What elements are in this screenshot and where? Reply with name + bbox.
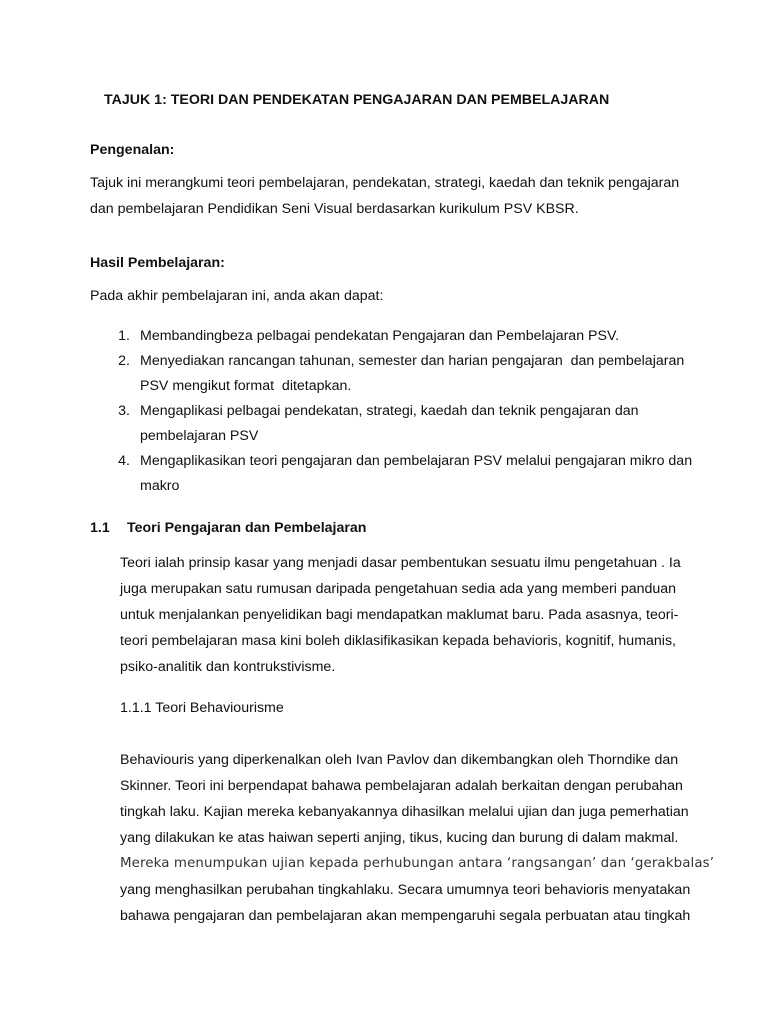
paragraph-line: Teori ialah prinsip kasar yang menjadi dasar pembentukan sesuatu ilmu pengetahuan . Ia [120,555,681,571]
intro-heading: Pengenalan: [90,142,175,158]
outcomes-list [108,324,708,499]
list-item-number: 3. [118,403,130,419]
paragraph-line: Behaviouris yang diperkenalkan oleh Ivan Pavlov dan dikembangkan oleh Thorndike dan [120,752,679,768]
document-title: TAJUK 1: TEORI DAN PENDEKATAN PENGAJARAN DAN PEMBELAJARAN [104,92,610,108]
list-item [108,399,708,449]
intro-line: dan pembelajaran Pendidikan Seni Visual berdasarkan kurikulum PSV KBSR. [90,201,579,217]
list-item-line: makro [140,478,180,494]
paragraph-line: juga merupakan satu rumusan daripada pengetahuan sedia ada yang memberi panduan [120,581,677,597]
intro-paragraph [90,170,679,222]
paragraph-line: tingkah laku. Kajian mereka kebanyakannya dihasilkan melalui ujian dan juga pemerhatian [120,804,689,820]
list-item-line: PSV mengikut format ditetapkan. [140,378,352,394]
list-item [108,324,708,349]
section-1-1-1-paragraph [120,747,714,929]
section-title: Teori Pengajaran dan Pembelajaran [127,520,367,536]
paragraph-line: psiko-analitik dan kontrukstivisme. [120,659,336,675]
list-item-line: Mengaplikasi pelbagai pendekatan, strategi, kaedah dan teknik pengajaran dan [140,403,639,419]
outcomes-heading: Hasil Pembelajaran: [90,255,225,271]
paragraph-line: teori pembelajaran masa kini boleh diklasifikasikan kepada behavioris, kognitif, humanis, [120,633,676,649]
section-1-1-heading [90,520,366,536]
section-1-1-paragraph [120,550,681,680]
paragraph-line: untuk menjalankan penyelidikan bagi mendapatkan maklumat baru. Pada asasnya, teori- [120,607,679,623]
list-item [108,449,708,499]
intro-line: Tajuk ini merangkumi teori pembelajaran, pendekatan, strategi, kaedah dan teknik pengajaran [90,175,680,191]
paragraph-line: Skinner. Teori ini berpendapat bahawa pembelajaran adalah berkaitan dengan perubahan [120,778,683,794]
section-1-1-1-heading: 1.1.1 Teori Behaviourisme [120,700,284,716]
section-number: 1.1 [90,520,110,536]
paragraph-line: yang menghasilkan perubahan tingkahlaku. Secara umumnya teori behavioris menyatakan [120,882,691,898]
outcomes-lead: Pada akhir pembelajaran ini, anda akan dapat: [90,288,384,304]
paragraph-line: bahawa pengajaran dan pembelajaran akan mempengaruhi segala perbuatan atau tingkah [120,908,691,924]
list-item-number: 2. [118,353,130,369]
list-item-line: Mengaplikasikan teori pengajaran dan pembelajaran PSV melalui pengajaran mikro dan [140,453,693,469]
list-item-line: pembelajaran PSV [140,428,259,444]
list-item [108,349,708,399]
list-item-line: Menyediakan rancangan tahunan, semester dan harian pengajaran dan pembelajaran [140,353,685,369]
list-item-number: 1. [118,328,130,344]
list-item-number: 4. [118,453,130,469]
paragraph-line: yang dilakukan ke atas haiwan seperti anjing, tikus, kucing dan burung di dalam makmal. [120,830,679,846]
paragraph-line: Mereka menumpukan ujian kepada perhubungan antara ‘rangsangan’ dan ‘gerakbalas’ [120,856,715,871]
list-item-line: Membandingbeza pelbagai pendekatan Pengajaran dan Pembelajaran PSV. [140,328,620,344]
